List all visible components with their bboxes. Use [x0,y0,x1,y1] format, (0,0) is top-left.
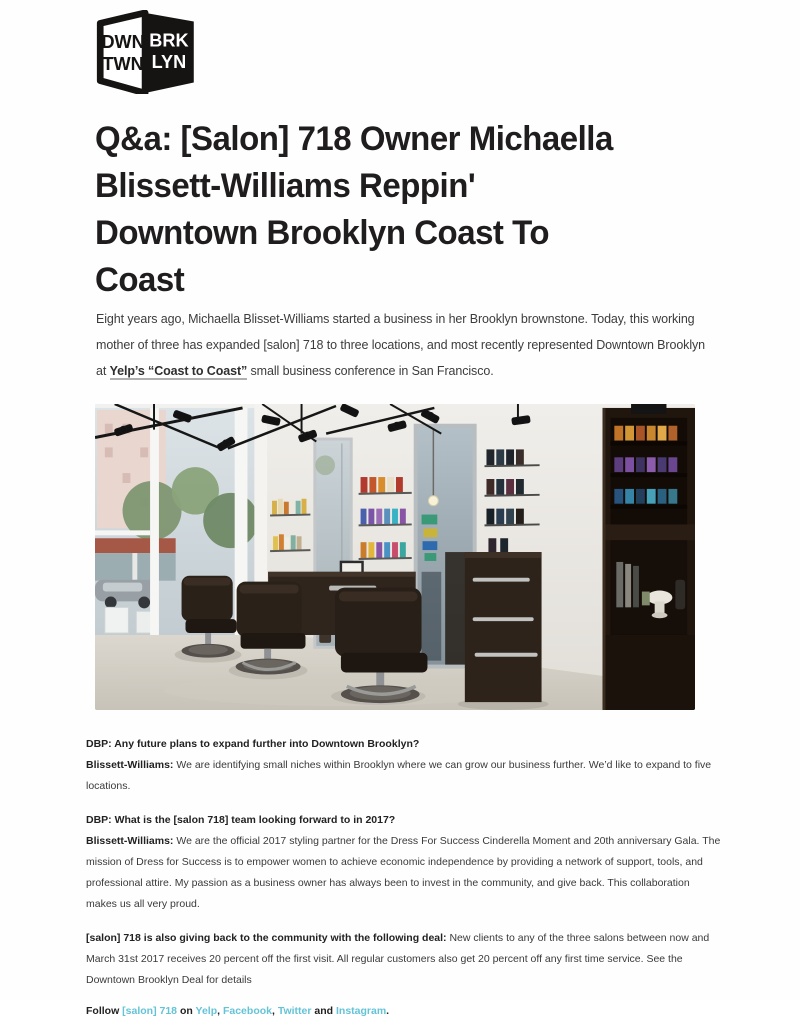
yelp-link[interactable]: Yelp [195,1005,218,1017]
intro-text-before: Eight years ago, Michaella Blisset-Williams started a business in her Brooklyn brownstone. Today, this working mother of three has expanded [salon] 718 to three locations, and most recently represented Downtown Brooklyn at [96,312,706,378]
follow-line [86,1001,722,1022]
qa-block [86,810,722,915]
title-line: Q&a: [Salon] 718 Owner Michaella [95,120,613,158]
answer-label: Blissett-Williams: [86,759,177,771]
separator: , [217,1005,223,1017]
question-text: DBP: What is the [salon 718] team looking forward to in 2017? [86,814,396,826]
deal-lead: [salon] 718 is also giving back to the community with the following deal: [86,932,450,944]
qa-section [86,734,722,1035]
svg-text:LYN: LYN [151,52,187,73]
follow-on-label: on [177,1005,196,1017]
article-title [95,116,735,304]
follow-label: Follow [86,1005,123,1017]
dwntwn-brklyn-cube-icon [94,10,200,94]
title-line: Downtown Brooklyn Coast To [95,214,549,252]
period: . [386,1005,390,1017]
downtown-brooklyn-logo[interactable] [94,10,200,94]
twitter-link[interactable]: Twitter [277,1005,312,1017]
question-text: DBP: Any future plans to expand further into Downtown Brooklyn? [86,738,420,750]
instagram-link[interactable]: Instagram [335,1005,387,1017]
answer-label: Blissett-Williams: [86,835,177,847]
answer-text: We are the official 2017 styling partner for the Dress For Success Cinderella Moment and 20th anniversary Gala. The mission of Dress for Success is to empower women to achieve economic independence by providing a network of support, tools, and professional attire. My passion as a business owner has always been to invest in the community, and give back. This collaboration makes us all very proud. [86,835,721,910]
intro-text-after: small business conference in San Francisco. [247,364,494,378]
yelp-coast-to-coast-link[interactable]: Yelp’s “Coast to Coast” [109,364,248,378]
title-line: Blissett-Williams Reppin' [95,167,476,205]
salon-interior-photo [95,404,695,710]
svg-text:DWN: DWN [101,32,145,53]
deal-text: New clients to any of the three salons between now and March 31st 2017 receives 20 percent off the first visit. All regular customers also get 20 percent off any first time service. See the Downtown Brooklyn Deal for details [86,932,710,986]
product-cabinet [603,404,695,710]
answer-text: We are identifying small niches within Brooklyn where we can grow our business further. We’d like to expand to five locations. [86,759,712,792]
salon-718-link[interactable]: [salon] 718 [122,1005,178,1017]
intro-paragraph [96,306,712,384]
svg-text:TWN: TWN [102,54,144,75]
separator: , [271,1005,278,1017]
deal-paragraph [86,928,722,991]
follow-and-label: and [311,1005,336,1017]
title-line: Coast [95,261,185,299]
svg-text:BRK: BRK [149,30,189,51]
qa-block [86,734,722,797]
facebook-link[interactable]: Facebook [222,1005,272,1017]
